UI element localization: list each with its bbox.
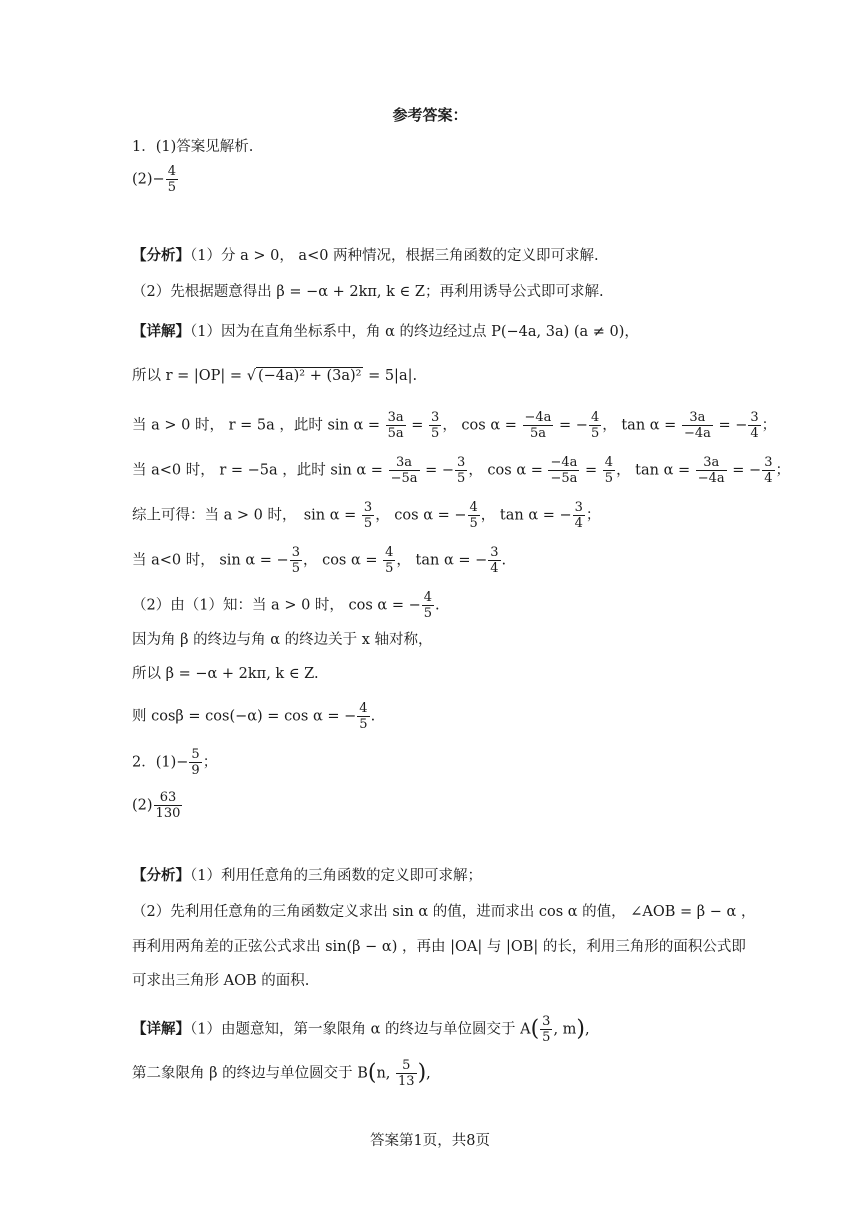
fraction: $\frac{4}{5}$ xyxy=(167,164,176,195)
q2-analysis-4: 可求出三角形 AOB 的面积. xyxy=(132,973,310,989)
q2-analysis-1: 【分析】（1）利用任意角的三角函数的定义即可求解； xyxy=(132,867,482,884)
page-footer: 答案第1页，共8页 xyxy=(370,1133,490,1149)
q1-r-line: 所以 r = |OP| = √ (−4a)² + (3a)² = 5|a|. xyxy=(132,368,418,384)
q1-part2-line1: （2）由（1）知：当 a > 0 时， cos α = − $\frac{4}{5}$ . xyxy=(132,590,440,621)
q1-detail-1: 【详解】（1）因为在直角坐标系中，角 α 的终边经过点 P(−4a, 3a) (a ≠ 0)， xyxy=(132,323,639,340)
q1-part2-line3: 所以 β = −α + 2kπ, k ∈ Z. xyxy=(132,666,319,682)
q1-case-positive: 当 a > 0 时， r = 5a ，此时 sin α = $\frac{3a}{5a}$ = $\frac{3}{5}$ ， cos α = $\frac{-4a}{5a}$ = − $\frac{4}{5}$ ， tan α = $\frac{3a}{-4a}$ = − $\frac{3}{4}$ ； xyxy=(132,410,777,441)
q2-answer-2: (2) $\frac{63}{130}$ xyxy=(132,790,181,821)
q1-case-negative: 当 a<0 时， r = −5a ，此时 sin α = $\frac{3a}{-5a}$ = − $\frac{3}{5}$ ， cos α = $\frac{-4a}{-5a}$ = $\frac{4}{5}$ ， tan α = $\frac{3a}{-4a}$ = − $\frac{3}{4}$ ； xyxy=(132,455,790,486)
q1-answer-1: 1．(1)答案见解析. xyxy=(132,139,254,155)
q2-analysis-2: （2）先利用任意角的三角函数定义求出 sin α 的值，进而求出 cos α 的值， ∠AOB = β − α ， xyxy=(132,904,756,920)
q2-analysis-3: 再利用两角差的正弦公式求出 sin(β − α) ，再由 |OA| 与 |OB| 的长，利用三角形的面积公式即 xyxy=(132,939,746,955)
q2-answer-1: 2．(1)− $\frac{5}{9}$ ； xyxy=(132,747,218,778)
q2-detail-1: 【详解】（1）由题意知，第一象限角 α 的终边与单位圆交于 A( $\frac{3}{5}$ , m), xyxy=(132,1014,590,1045)
q1-summary-positive: 综上可得：当 a > 0 时， sin α = $\frac{3}{5}$ ， cos α = − $\frac{4}{5}$ ， tan α = − $\frac{3}{4}$ ； xyxy=(132,500,601,531)
q1-part2-line4: 则 cosβ = cos(−α) = cos α = − $\frac{4}{5}$ . xyxy=(132,701,376,732)
page-title: 参考答案： xyxy=(392,106,468,124)
q1-part2-line2: 因为角 β 的终边与角 α 的终边关于 x 轴对称， xyxy=(132,632,433,648)
q1-analysis-2: （2）先根据题意得出 β = −α + 2kπ, k ∈ Z；再利用诱导公式即可求解. xyxy=(132,284,604,300)
q2-detail-2: 第二象限角 β 的终边与单位圆交于 B(n, $\frac{5}{13}$ ), xyxy=(132,1058,431,1089)
q1-summary-negative: 当 a<0 时， sin α = − $\frac{3}{5}$ ， cos α = $\frac{4}{5}$ ， tan α = − $\frac{3}{4}$ . xyxy=(132,545,507,576)
q1-answer-2: (2)− $\frac{4}{5}$ xyxy=(132,164,176,195)
q1-analysis-1: 【分析】（1）分 a > 0， a<0 两种情况，根据三角函数的定义即可求解. xyxy=(132,247,599,264)
